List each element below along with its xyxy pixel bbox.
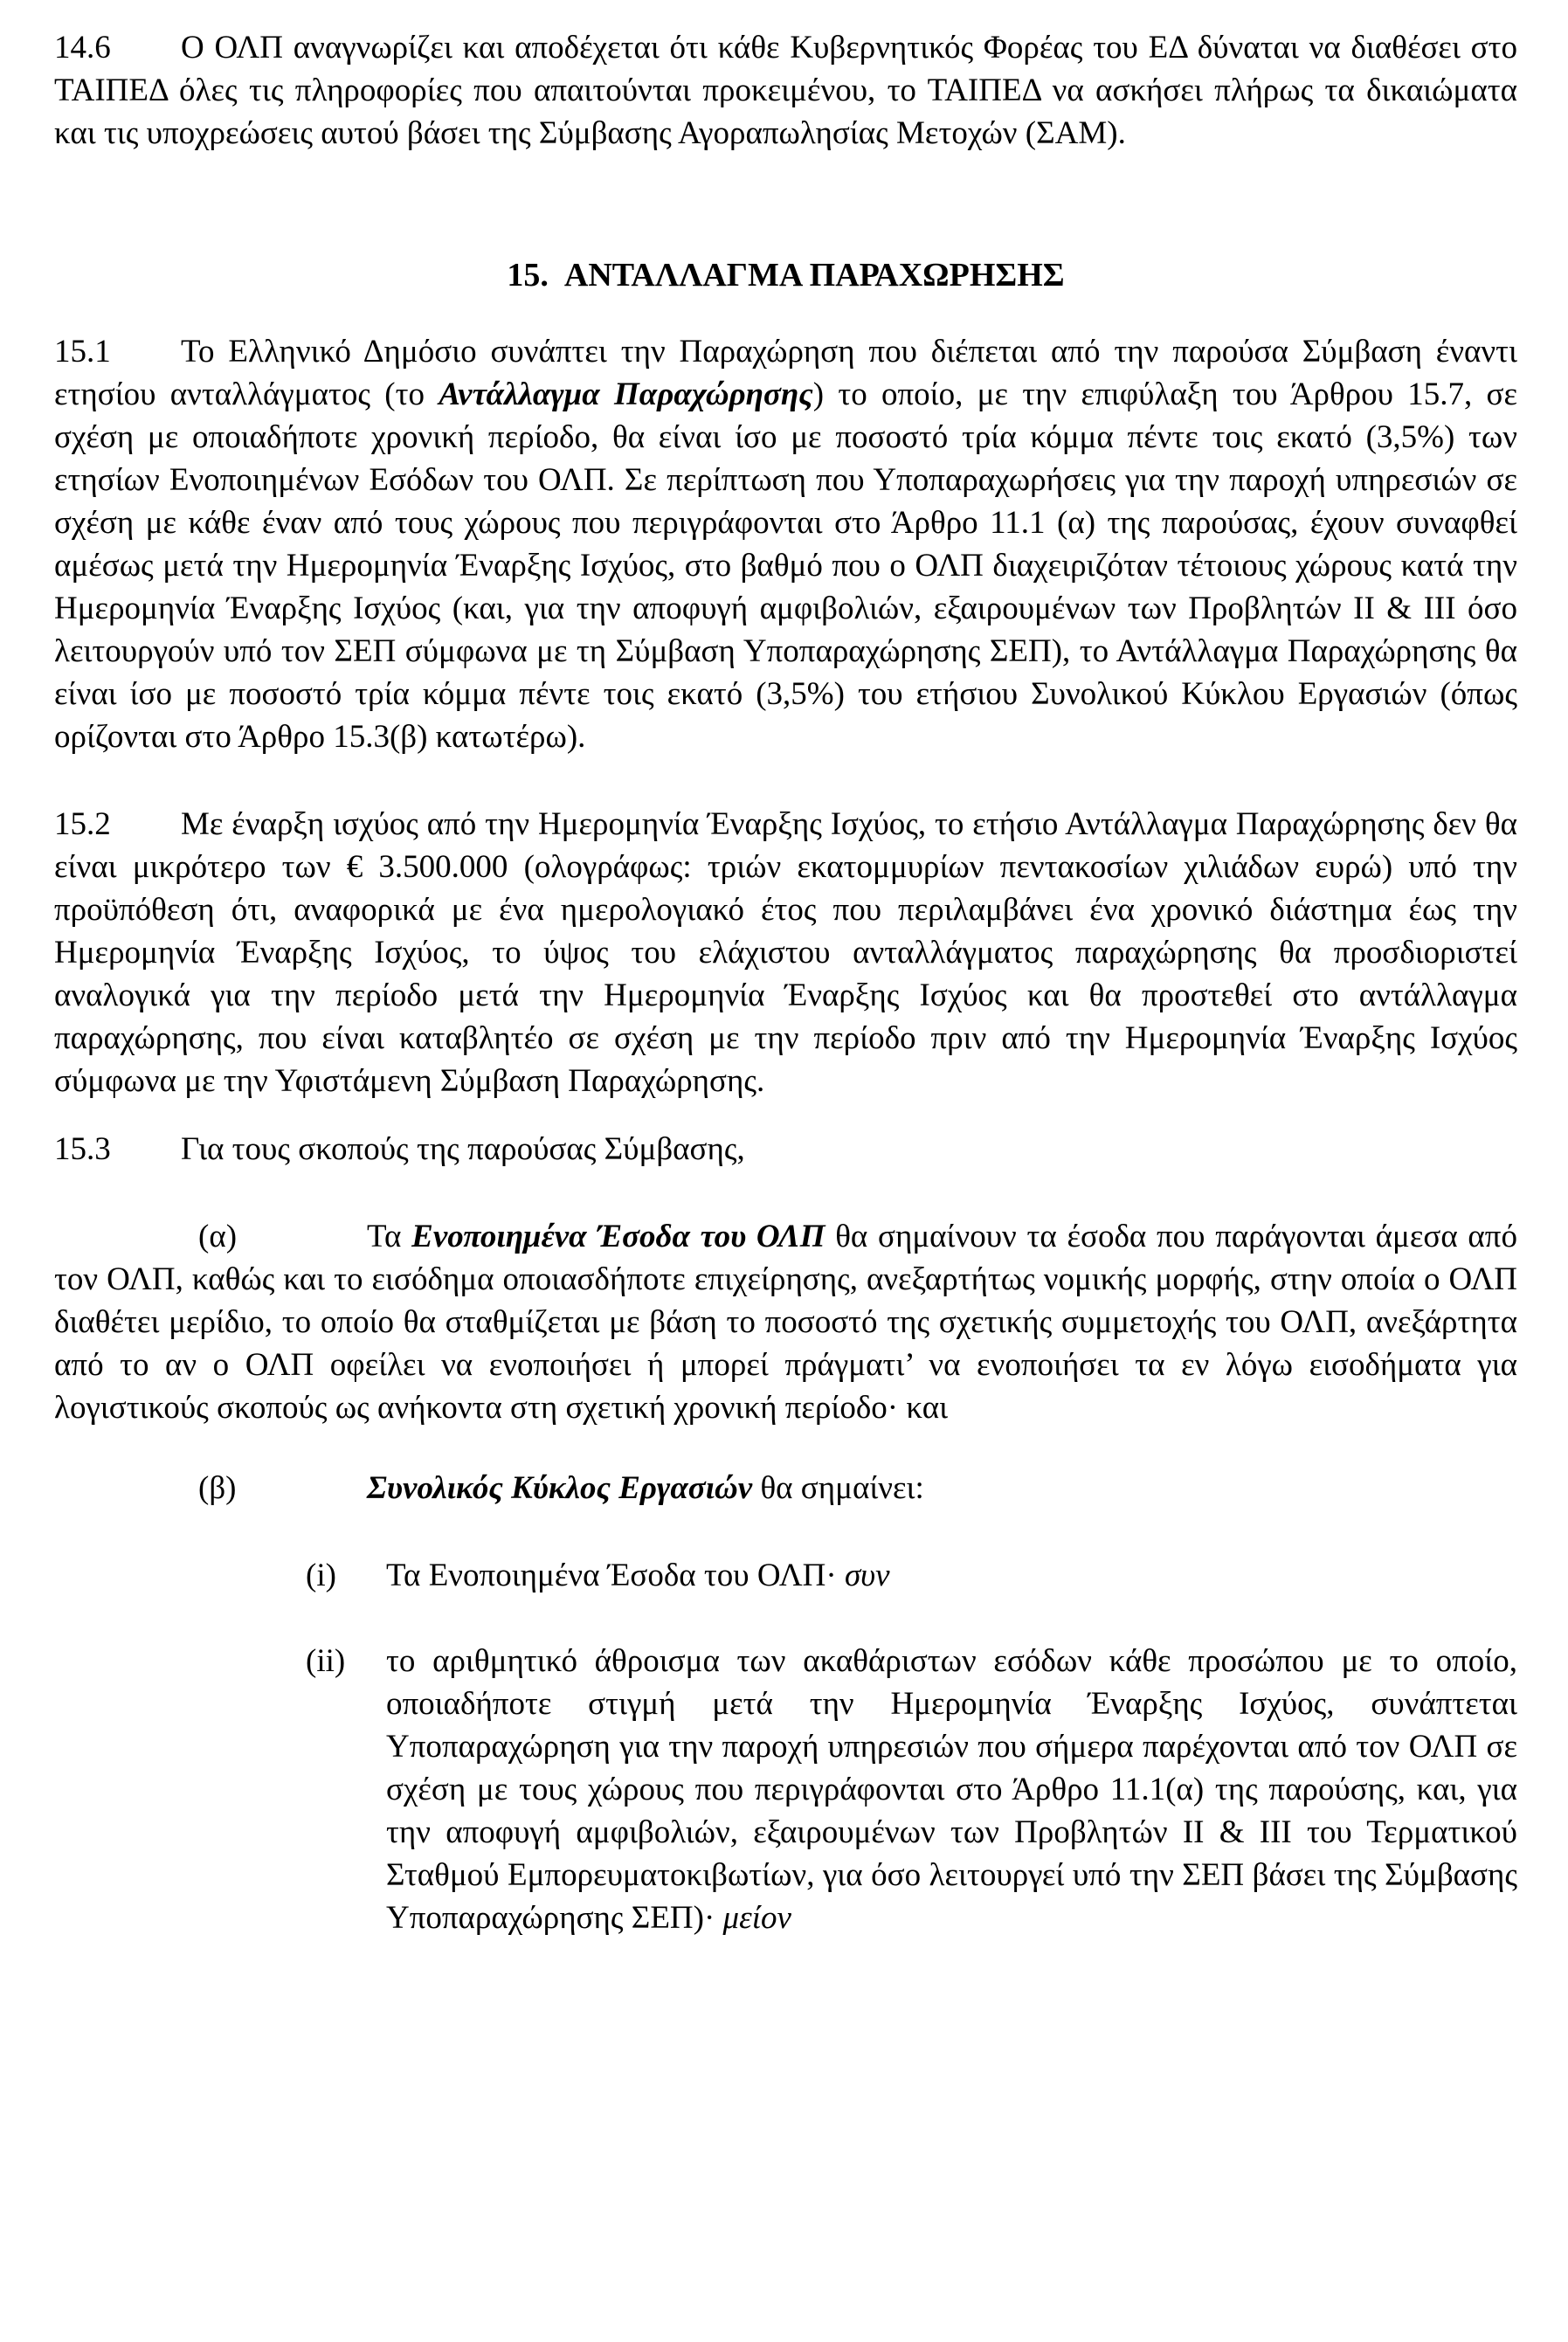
paragraph-15-3: [54, 1128, 1517, 1171]
list-marker-beta: (β): [198, 1470, 237, 1506]
paragraph-15-1-text-before: Το Ελληνικό Δημόσιο συνάπτει την Παραχώρηση που διέπεται από την παρούσα Σύμβαση έναντι ετησίου ανταλλάγματος (το: [54, 334, 1517, 412]
section-number-14-6: 14.6: [54, 30, 111, 66]
list-item-ii-body: το αριθμητικό άθροισμα των ακαθάριστων εσόδων κάθε προσώπου με το οποίο, οποιαδήποτε στιγμή μετά την Ημερομηνία Έναρξης Ισχύος, συνάπτεται Υποπαραχώρηση για την παροχή υπηρεσιών που σήμερα παρέχονται από τον ΟΛΠ σε σχέση με τους χώρους που περιγράφονται στο Άρθρο 11.1(α) της παρούσης, και, για την αποφυγή αμφιβολιών, εξαιρουμένων των Προβλητών II & III του Τερματικού Σταθμού Εμπορευματοκιβωτίων, για όσο λειτουργεί υπό την ΣΕΠ βάσει της Σύμβασης Υποπαραχώρησης ΣΕΠ)·: [386, 1643, 1517, 1936]
list-item-alpha: [54, 1215, 1517, 1429]
section-number-15-3: 15.3: [54, 1131, 111, 1167]
list-item-beta: [54, 1467, 1517, 1510]
defined-term-concession-fee: Αντάλλαγμα Παραχώρησης: [439, 377, 813, 412]
paragraph-14-6-text: Ο ΟΛΠ αναγνωρίζει και αποδέχεται ότι κάθε Κυβερνητικός Φορέας του ΕΔ δύναται να διαθέσει στο ΤΑΙΠΕΔ όλες τις πληροφορίες που απαιτούνται προκειμένου, το ΤΑΙΠΕΔ να ασκήσει πλήρως τα δικαιώματα και τις υποχρεώσεις αυτού βάσει της Σύμβασης Αγοραπωλησίας Μετοχών (ΣΑΜ).: [54, 30, 1517, 151]
list-marker-i: (i): [306, 1558, 336, 1593]
paragraph-14-6: [54, 26, 1517, 155]
section-heading-15: [54, 252, 1517, 298]
list-marker-alpha: (α): [198, 1219, 238, 1254]
list-marker-ii: (ii): [306, 1643, 346, 1679]
paragraph-15-2: [54, 803, 1517, 1102]
defined-term-total-turnover: Συνολικός Κύκλος Εργασιών: [367, 1470, 753, 1506]
list-item-i-plus-word: συν: [844, 1558, 890, 1593]
heading-number: 15.: [507, 257, 549, 294]
list-item-i-text: [386, 1554, 1517, 1597]
paragraph-15-1-text-after: ) το οποίο, με την επιφύλαξη του Άρθρου 15.7, σε σχέση με οποιαδήποτε χρονική περίοδο, θα είναι ίσο με ποσοστό τρία κόμμα πέντε τοις εκατό (3,5%) των ετησίων Ενοποιημένων Εσόδων του ΟΛΠ. Σε περίπτωση που Υποπαραχωρήσεις για την παροχή υπηρεσιών σε σχέση με κάθε έναν από τους χώρους που περιγράφονται στο Άρθρο 11.1 (α) της παρούσας, έχουν συναφθεί αμέσως μετά την Ημερομηνία Έναρξης Ισχύος, στο βαθμό που ο ΟΛΠ διαχειριζόταν τέτοιους χώρους κατά την Ημερομηνία Έναρξης Ισχύος (και, για την αποφυγή αμφιβολιών, εξαιρουμένων των Προβλητών II & III όσο λειτουργούν υπό τον ΣΕΠ σύμφωνα με τη Σύμβαση Υποπαραχώρησης ΣΕΠ), το Αντάλλαγμα Παραχώρησης θα είναι ίσο με ποσοστό τρία κόμμα πέντε τοις εκατό (3,5%) του ετήσιου Συνολικού Κύκλου Εργασιών (όπως ορίζονται στο Άρθρο 15.3(β) κατωτέρω).: [54, 377, 1518, 755]
heading-title: ΑΝΤΑΛΛΑΓΜΑ ΠΑΡΑΧΩΡΗΣΗΣ: [563, 257, 1065, 294]
section-number-15-2: 15.2: [54, 806, 111, 842]
paragraph-15-2-text: Με έναρξη ισχύος από την Ημερομηνία Έναρξης Ισχύος, το ετήσιο Αντάλλαγμα Παραχώρησης δεν θα είναι μικρότερο των € 3.500.000 (ολογράφως: τριών εκατομμυρίων πεντακοσίων χιλιάδων ευρώ) υπό την προϋπόθεση ότι, αναφορικά με ένα ημερολογιακό έτος που περιλαμβάνει ένα χρονικό διάστημα έως την Ημερομηνία Έναρξης Ισχύος, το ύψος του ελάχιστου ανταλλάγματος παραχώρησης θα προσδιοριστεί αναλογικά για την περίοδο μετά την Ημερομηνία Έναρξης Ισχύος και θα προστεθεί στο αντάλλαγμα παραχώρησης, που είναι καταβλητέο σε σχέση με την περίοδο πριν από την Ημερομηνία Έναρξης Ισχύος σύμφωνα με την Υφιστάμενη Σύμβαση Παραχώρησης.: [54, 806, 1517, 1099]
section-number-15-1: 15.1: [54, 334, 111, 370]
list-item-ii: [306, 1640, 1517, 1939]
list-item-i-body: Τα Ενοποιημένα Έσοδα του ΟΛΠ·: [386, 1558, 845, 1593]
defined-term-consolidated-revenues: Ενοποιημένα Έσοδα του ΟΛΠ: [411, 1219, 825, 1254]
paragraph-15-3-text: Για τους σκοπούς της παρούσας Σύμβασης,: [181, 1131, 745, 1167]
list-item-beta-text: θα σημαίνει:: [752, 1470, 924, 1506]
list-item-alpha-lead: Τα: [367, 1219, 412, 1254]
list-item-ii-minus-word: μείον: [722, 1900, 791, 1936]
list-item-ii-text: [386, 1640, 1517, 1939]
list-item-alpha-text: θα σημαίνουν τα έσοδα που παράγονται άμεσα από τον ΟΛΠ, καθώς και το εισόδημα οποιασδήποτε επιχείρησης, ανεξαρτήτως νομικής μορφής, στην οποία ο ΟΛΠ διαθέτει μερίδιο, το οποίο θα σταθμίζεται με βάση το ποσοστό της σχετικής συμμετοχής του ΟΛΠ, ανεξάρτητα από το αν ο ΟΛΠ οφείλει να ενοποιήσει ή μπορεί πράγματι’ να ενοποιήσει τα εν λόγω εισοδήματα για λογιστικούς σκοπούς ως ανήκοντα στη σχετική χρονική περίοδο· και: [54, 1219, 1517, 1426]
paragraph-15-1: [54, 330, 1517, 758]
list-item-i: [306, 1554, 1517, 1597]
